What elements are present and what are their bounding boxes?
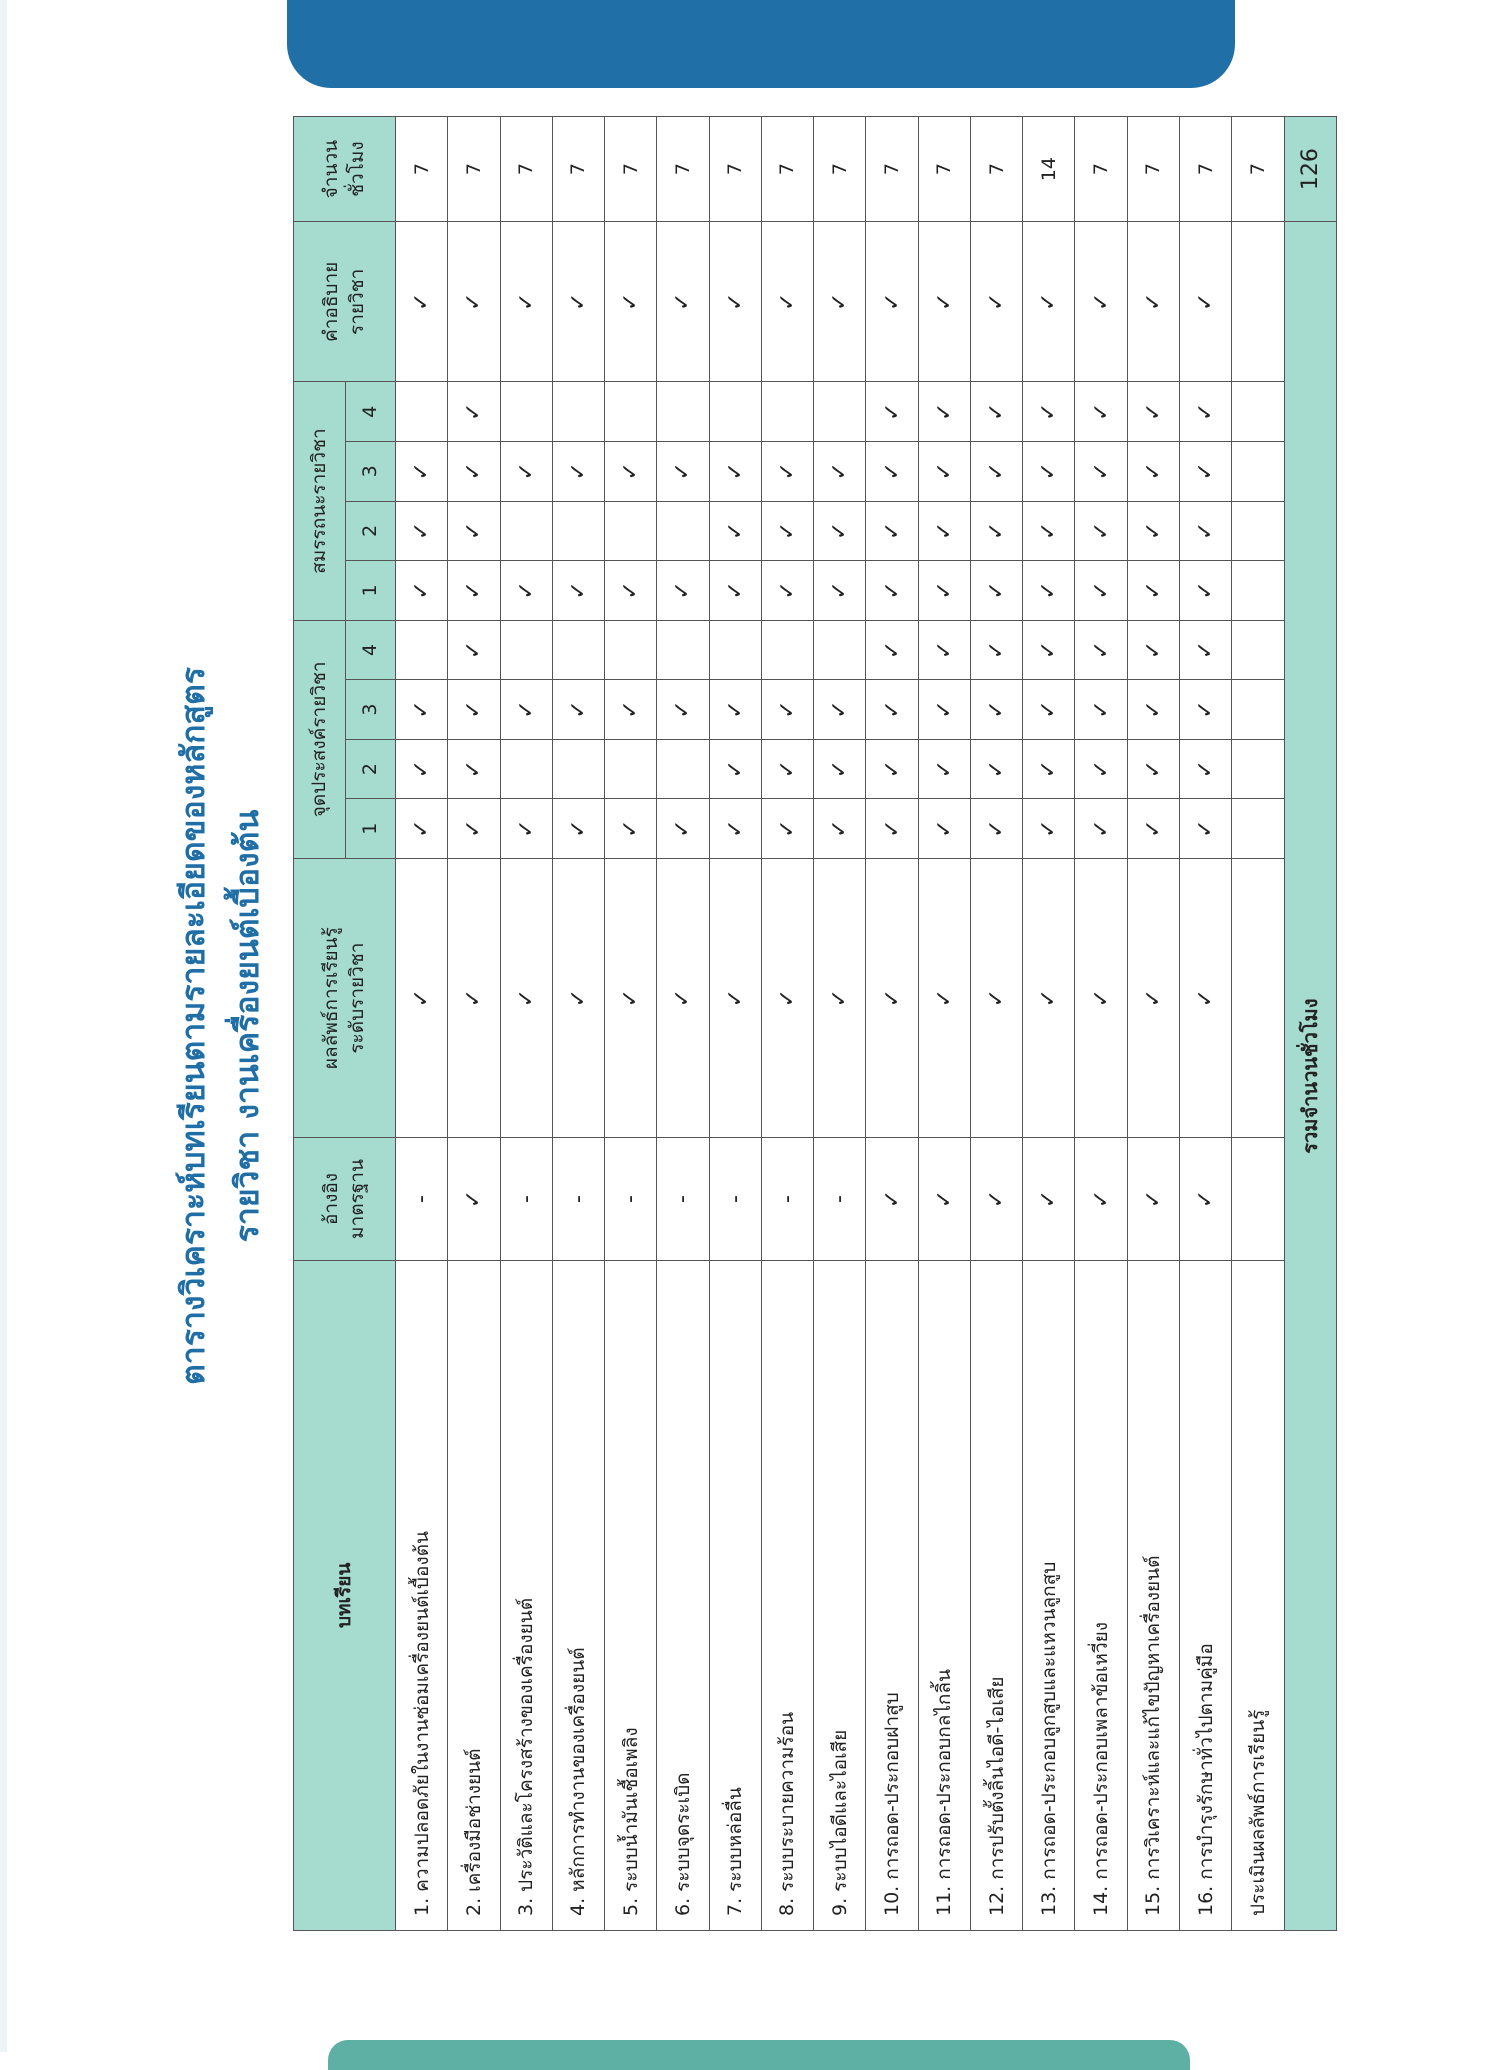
hours-cell: 7 bbox=[1179, 117, 1231, 222]
header-hours bbox=[294, 117, 396, 222]
table-row bbox=[918, 117, 970, 1931]
curriculum-analysis-table bbox=[293, 116, 1337, 1931]
objective-cell: ✓ bbox=[1075, 680, 1127, 740]
competency-sub-1: 1 bbox=[346, 561, 396, 621]
objective-cell bbox=[552, 739, 604, 799]
standard-cell: - bbox=[761, 1138, 813, 1260]
competency-cell: ✓ bbox=[1023, 501, 1075, 561]
header-outcome-line2: ระดับรายวิชา bbox=[345, 942, 368, 1054]
competency-cell: ✓ bbox=[396, 501, 448, 561]
objective-cell: ✓ bbox=[1075, 739, 1127, 799]
competency-cell bbox=[761, 382, 813, 442]
standard-cell: - bbox=[709, 1138, 761, 1260]
table-row bbox=[1127, 117, 1179, 1931]
competency-cell bbox=[1232, 442, 1284, 502]
description-cell: ✓ bbox=[866, 222, 918, 382]
competency-cell: ✓ bbox=[814, 501, 866, 561]
table-row bbox=[1023, 117, 1075, 1931]
lesson-cell: 10. การถอด-ประกอบฝาสูบ bbox=[866, 1260, 918, 1930]
standard-cell: - bbox=[605, 1138, 657, 1260]
objective-cell bbox=[1232, 680, 1284, 740]
objective-cell: ✓ bbox=[970, 620, 1022, 680]
objective-cell: ✓ bbox=[761, 799, 813, 859]
table-row bbox=[814, 117, 866, 1931]
objective-cell: ✓ bbox=[709, 799, 761, 859]
header-outcome bbox=[294, 858, 396, 1137]
objective-cell: ✓ bbox=[448, 620, 500, 680]
header-standard-line2: มาตรฐาน bbox=[345, 1159, 368, 1239]
objective-cell: ✓ bbox=[552, 799, 604, 859]
competency-cell bbox=[552, 501, 604, 561]
outcome-cell: ✓ bbox=[866, 858, 918, 1137]
objective-cell: ✓ bbox=[918, 799, 970, 859]
lesson-cell: ประเมินผลลัพธ์การเรียนรู้ bbox=[1232, 1260, 1284, 1930]
competency-cell: ✓ bbox=[1127, 382, 1179, 442]
outcome-cell: ✓ bbox=[448, 858, 500, 1137]
objective-cell: ✓ bbox=[918, 739, 970, 799]
header-description bbox=[294, 222, 396, 382]
competency-cell: ✓ bbox=[1179, 442, 1231, 502]
objective-cell: ✓ bbox=[866, 799, 918, 859]
competency-cell: ✓ bbox=[970, 442, 1022, 502]
objective-cell: ✓ bbox=[448, 739, 500, 799]
outcome-cell: ✓ bbox=[396, 858, 448, 1137]
table-row bbox=[1075, 117, 1127, 1931]
standard-cell: ✓ bbox=[970, 1138, 1022, 1260]
competency-cell: ✓ bbox=[1075, 501, 1127, 561]
lesson-cell: 3. ประวัติและโครงสร้างของเครื่องยนต์ bbox=[500, 1260, 552, 1930]
description-cell: ✓ bbox=[918, 222, 970, 382]
lesson-cell: 9. ระบบไอดีและไอเสีย bbox=[814, 1260, 866, 1930]
competency-cell: ✓ bbox=[1127, 442, 1179, 502]
outcome-cell: ✓ bbox=[970, 858, 1022, 1137]
objective-cell: ✓ bbox=[1179, 799, 1231, 859]
competency-cell: ✓ bbox=[1179, 382, 1231, 442]
description-cell: ✓ bbox=[396, 222, 448, 382]
objective-cell: ✓ bbox=[1127, 799, 1179, 859]
competency-sub-4: 4 bbox=[346, 382, 396, 442]
competency-cell bbox=[1232, 561, 1284, 621]
objective-cell: ✓ bbox=[1179, 680, 1231, 740]
table-subtitle: รายวิชา งานเครื่องยนต์เบื้องต้น bbox=[228, 809, 266, 1243]
standard-cell: ✓ bbox=[1023, 1138, 1075, 1260]
lesson-cell: 1. ความปลอดภัยในงานซ่อมเครื่องยนต์เบื้องต้น bbox=[396, 1260, 448, 1930]
objective-cell: ✓ bbox=[918, 680, 970, 740]
hours-cell: 7 bbox=[552, 117, 604, 222]
lesson-cell: 11. การถอด-ประกอบกลไกลิ้น bbox=[918, 1260, 970, 1930]
standard-cell: ✓ bbox=[1075, 1138, 1127, 1260]
objective-cell: ✓ bbox=[657, 799, 709, 859]
table-body bbox=[396, 117, 1337, 1931]
outcome-cell bbox=[1232, 858, 1284, 1137]
description-cell: ✓ bbox=[657, 222, 709, 382]
competency-cell: ✓ bbox=[709, 501, 761, 561]
standard-cell bbox=[1232, 1138, 1284, 1260]
competency-cell: ✓ bbox=[1075, 442, 1127, 502]
objective-cell: ✓ bbox=[970, 739, 1022, 799]
competency-cell: ✓ bbox=[1023, 382, 1075, 442]
competency-cell: ✓ bbox=[761, 442, 813, 502]
hours-cell: 14 bbox=[1023, 117, 1075, 222]
standard-cell: ✓ bbox=[866, 1138, 918, 1260]
hours-cell: 7 bbox=[918, 117, 970, 222]
competency-cell bbox=[814, 382, 866, 442]
objective-cell: ✓ bbox=[500, 799, 552, 859]
description-cell: ✓ bbox=[970, 222, 1022, 382]
hours-cell: 7 bbox=[1075, 117, 1127, 222]
standard-cell: - bbox=[657, 1138, 709, 1260]
objective-cell: ✓ bbox=[448, 680, 500, 740]
competency-cell: ✓ bbox=[814, 442, 866, 502]
description-cell: ✓ bbox=[814, 222, 866, 382]
table-row bbox=[552, 117, 604, 1931]
objective-cell bbox=[1232, 739, 1284, 799]
objective-cell: ✓ bbox=[1179, 620, 1231, 680]
competency-cell bbox=[709, 382, 761, 442]
standard-cell: ✓ bbox=[1179, 1138, 1231, 1260]
objective-cell: ✓ bbox=[396, 799, 448, 859]
objective-cell: ✓ bbox=[500, 680, 552, 740]
objective-cell: ✓ bbox=[1127, 620, 1179, 680]
table-row bbox=[657, 117, 709, 1931]
hours-cell: 7 bbox=[657, 117, 709, 222]
objective-sub-2: 2 bbox=[346, 739, 396, 799]
competency-cell: ✓ bbox=[552, 561, 604, 621]
competency-cell: ✓ bbox=[448, 442, 500, 502]
objective-cell bbox=[657, 739, 709, 799]
competency-cell: ✓ bbox=[918, 561, 970, 621]
competency-cell: ✓ bbox=[1127, 561, 1179, 621]
objective-sub-1: 1 bbox=[346, 799, 396, 859]
competency-cell bbox=[657, 382, 709, 442]
description-cell: ✓ bbox=[1075, 222, 1127, 382]
objective-cell: ✓ bbox=[396, 739, 448, 799]
competency-cell: ✓ bbox=[605, 442, 657, 502]
lesson-cell: 8. ระบบระบายความร้อน bbox=[761, 1260, 813, 1930]
lesson-cell: 6. ระบบจุดระเบิด bbox=[657, 1260, 709, 1930]
header-description-line2: รายวิชา bbox=[345, 268, 368, 335]
competency-cell bbox=[396, 382, 448, 442]
objective-cell: ✓ bbox=[761, 739, 813, 799]
objective-sub-3: 3 bbox=[346, 680, 396, 740]
objective-cell: ✓ bbox=[1023, 799, 1075, 859]
objective-cell bbox=[500, 739, 552, 799]
competency-cell bbox=[605, 501, 657, 561]
objective-cell bbox=[1232, 620, 1284, 680]
lesson-cell: 16. การบำรุงรักษาทั่วไปตามคู่มือ bbox=[1179, 1260, 1231, 1930]
competency-cell: ✓ bbox=[970, 561, 1022, 621]
description-cell: ✓ bbox=[1127, 222, 1179, 382]
objective-cell: ✓ bbox=[1127, 739, 1179, 799]
competency-cell: ✓ bbox=[500, 561, 552, 621]
competency-cell: ✓ bbox=[866, 442, 918, 502]
outcome-cell: ✓ bbox=[709, 858, 761, 1137]
competency-cell: ✓ bbox=[1023, 561, 1075, 621]
hours-cell: 7 bbox=[605, 117, 657, 222]
objective-cell bbox=[761, 620, 813, 680]
outcome-cell: ✓ bbox=[1179, 858, 1231, 1137]
description-cell: ✓ bbox=[448, 222, 500, 382]
description-cell: ✓ bbox=[500, 222, 552, 382]
objective-cell: ✓ bbox=[1075, 799, 1127, 859]
objective-cell: ✓ bbox=[396, 680, 448, 740]
header-hours-line1: จำนวน bbox=[319, 139, 342, 199]
objective-cell bbox=[657, 620, 709, 680]
lesson-cell: 15. การวิเคราะห์และแก้ไขปัญหาเครื่องยนต์ bbox=[1127, 1260, 1179, 1930]
objective-cell bbox=[814, 620, 866, 680]
competency-cell: ✓ bbox=[866, 501, 918, 561]
header-standard-line1: อ้างอิง bbox=[319, 1172, 342, 1226]
competency-cell bbox=[657, 501, 709, 561]
objective-cell: ✓ bbox=[657, 680, 709, 740]
hours-cell: 7 bbox=[396, 117, 448, 222]
hours-cell: 7 bbox=[814, 117, 866, 222]
objective-cell: ✓ bbox=[761, 680, 813, 740]
hours-cell: 7 bbox=[866, 117, 918, 222]
objective-cell: ✓ bbox=[709, 680, 761, 740]
competency-cell: ✓ bbox=[448, 501, 500, 561]
competency-cell: ✓ bbox=[918, 501, 970, 561]
header-competency: สมรรถนะรายวิชา bbox=[294, 382, 346, 620]
competency-cell bbox=[1232, 501, 1284, 561]
outcome-cell: ✓ bbox=[500, 858, 552, 1137]
hours-cell: 7 bbox=[970, 117, 1022, 222]
objective-cell: ✓ bbox=[1179, 739, 1231, 799]
standard-cell: - bbox=[814, 1138, 866, 1260]
competency-cell bbox=[552, 382, 604, 442]
competency-cell: ✓ bbox=[918, 442, 970, 502]
standard-cell: - bbox=[552, 1138, 604, 1260]
outcome-cell: ✓ bbox=[552, 858, 604, 1137]
description-cell: ✓ bbox=[552, 222, 604, 382]
objective-cell: ✓ bbox=[1075, 620, 1127, 680]
objective-cell: ✓ bbox=[866, 680, 918, 740]
description-cell: ✓ bbox=[761, 222, 813, 382]
competency-cell: ✓ bbox=[1127, 501, 1179, 561]
standard-cell: ✓ bbox=[448, 1138, 500, 1260]
table-row bbox=[500, 117, 552, 1931]
competency-cell: ✓ bbox=[970, 501, 1022, 561]
hours-cell: 7 bbox=[761, 117, 813, 222]
header-objective: จุดประสงค์รายวิชา bbox=[294, 620, 346, 858]
objective-cell: ✓ bbox=[814, 680, 866, 740]
competency-cell: ✓ bbox=[1075, 561, 1127, 621]
table-row bbox=[605, 117, 657, 1931]
objective-cell bbox=[552, 620, 604, 680]
objective-cell: ✓ bbox=[866, 620, 918, 680]
objective-cell: ✓ bbox=[918, 620, 970, 680]
description-cell: ✓ bbox=[605, 222, 657, 382]
objective-cell bbox=[605, 739, 657, 799]
standard-cell: - bbox=[500, 1138, 552, 1260]
objective-cell: ✓ bbox=[970, 799, 1022, 859]
objective-cell: ✓ bbox=[814, 799, 866, 859]
standard-cell: ✓ bbox=[918, 1138, 970, 1260]
competency-cell: ✓ bbox=[448, 382, 500, 442]
outcome-cell: ✓ bbox=[918, 858, 970, 1137]
hours-cell: 7 bbox=[1232, 117, 1284, 222]
objective-cell: ✓ bbox=[1127, 680, 1179, 740]
table-row bbox=[761, 117, 813, 1931]
header-hours-line2: ชั่วโมง bbox=[345, 141, 368, 197]
competency-cell: ✓ bbox=[709, 561, 761, 621]
objective-cell: ✓ bbox=[709, 739, 761, 799]
lesson-cell: 4. หลักการทำงานของเครื่องยนต์ bbox=[552, 1260, 604, 1930]
header-outcome-line1: ผลลัพธ์การเรียนรู้ bbox=[319, 927, 342, 1070]
table-row bbox=[970, 117, 1022, 1931]
competency-cell: ✓ bbox=[1075, 382, 1127, 442]
table-row bbox=[1232, 117, 1284, 1931]
header-standard bbox=[294, 1138, 396, 1260]
competency-cell: ✓ bbox=[657, 561, 709, 621]
objective-cell bbox=[500, 620, 552, 680]
outcome-cell: ✓ bbox=[1127, 858, 1179, 1137]
outcome-cell: ✓ bbox=[1075, 858, 1127, 1137]
table-row bbox=[448, 117, 500, 1931]
objective-cell bbox=[1232, 799, 1284, 859]
competency-cell: ✓ bbox=[396, 561, 448, 621]
hours-cell: 7 bbox=[1127, 117, 1179, 222]
table-row bbox=[1179, 117, 1231, 1931]
competency-cell: ✓ bbox=[761, 501, 813, 561]
total-label: รวมจำนวนชั่วโมง bbox=[1284, 222, 1336, 1931]
objective-cell bbox=[605, 620, 657, 680]
table-row bbox=[709, 117, 761, 1931]
standard-cell: - bbox=[396, 1138, 448, 1260]
objective-sub-4: 4 bbox=[346, 620, 396, 680]
description-cell bbox=[1232, 222, 1284, 382]
table-row bbox=[396, 117, 448, 1931]
outcome-cell: ✓ bbox=[1023, 858, 1075, 1137]
description-cell: ✓ bbox=[1179, 222, 1231, 382]
competency-cell bbox=[500, 382, 552, 442]
header-lesson: บทเรียน bbox=[294, 1260, 396, 1930]
objective-cell: ✓ bbox=[1023, 620, 1075, 680]
hours-cell: 7 bbox=[709, 117, 761, 222]
total-hours-value: 126 bbox=[1284, 117, 1336, 222]
competency-cell: ✓ bbox=[396, 442, 448, 502]
lesson-cell: 7. ระบบหล่อลื่น bbox=[709, 1260, 761, 1930]
objective-cell: ✓ bbox=[552, 680, 604, 740]
competency-cell: ✓ bbox=[657, 442, 709, 502]
description-cell: ✓ bbox=[709, 222, 761, 382]
outcome-cell: ✓ bbox=[814, 858, 866, 1137]
competency-cell: ✓ bbox=[814, 561, 866, 621]
description-cell: ✓ bbox=[1023, 222, 1075, 382]
competency-cell: ✓ bbox=[709, 442, 761, 502]
objective-cell: ✓ bbox=[605, 799, 657, 859]
total-row bbox=[1284, 117, 1336, 1931]
outcome-cell: ✓ bbox=[761, 858, 813, 1137]
lesson-cell: 2. เครื่องมือช่างยนต์ bbox=[448, 1260, 500, 1930]
lesson-cell: 12. การปรับตั้งลิ้นไอดี-ไอเสีย bbox=[970, 1260, 1022, 1930]
competency-cell: ✓ bbox=[970, 382, 1022, 442]
standard-cell: ✓ bbox=[1127, 1138, 1179, 1260]
competency-cell: ✓ bbox=[552, 442, 604, 502]
outcome-cell: ✓ bbox=[605, 858, 657, 1137]
competency-cell bbox=[605, 382, 657, 442]
objective-cell: ✓ bbox=[1023, 739, 1075, 799]
objective-cell: ✓ bbox=[814, 739, 866, 799]
objective-cell: ✓ bbox=[448, 799, 500, 859]
competency-sub-2: 2 bbox=[346, 501, 396, 561]
hours-cell: 7 bbox=[448, 117, 500, 222]
competency-cell: ✓ bbox=[605, 561, 657, 621]
hours-cell: 7 bbox=[500, 117, 552, 222]
competency-cell bbox=[1232, 382, 1284, 442]
competency-cell: ✓ bbox=[761, 561, 813, 621]
competency-cell: ✓ bbox=[918, 382, 970, 442]
objective-cell: ✓ bbox=[605, 680, 657, 740]
competency-cell: ✓ bbox=[866, 561, 918, 621]
objective-cell bbox=[396, 620, 448, 680]
table-title: ตารางวิเคราะห์บทเรียนตามรายละเอียดของหลักสูตร bbox=[174, 667, 212, 1385]
competency-cell: ✓ bbox=[1179, 561, 1231, 621]
competency-cell bbox=[500, 501, 552, 561]
outcome-cell: ✓ bbox=[657, 858, 709, 1137]
objective-cell: ✓ bbox=[866, 739, 918, 799]
objective-cell: ✓ bbox=[970, 680, 1022, 740]
header-description-line1: คำอธิบาย bbox=[319, 261, 342, 342]
competency-cell: ✓ bbox=[500, 442, 552, 502]
lesson-cell: 13. การถอด-ประกอบลูกสูบและแหวนลูกสูบ bbox=[1023, 1260, 1075, 1930]
lesson-cell: 14. การถอด-ประกอบเพลาข้อเหวี่ยง bbox=[1075, 1260, 1127, 1930]
lesson-cell: 5. ระบบน้ำมันเชื้อเพลิง bbox=[605, 1260, 657, 1930]
competency-sub-3: 3 bbox=[346, 442, 396, 502]
competency-cell: ✓ bbox=[1179, 501, 1231, 561]
objective-cell bbox=[709, 620, 761, 680]
table-row bbox=[866, 117, 918, 1931]
competency-cell: ✓ bbox=[866, 382, 918, 442]
competency-cell: ✓ bbox=[448, 561, 500, 621]
competency-cell: ✓ bbox=[1023, 442, 1075, 502]
objective-cell: ✓ bbox=[1023, 680, 1075, 740]
